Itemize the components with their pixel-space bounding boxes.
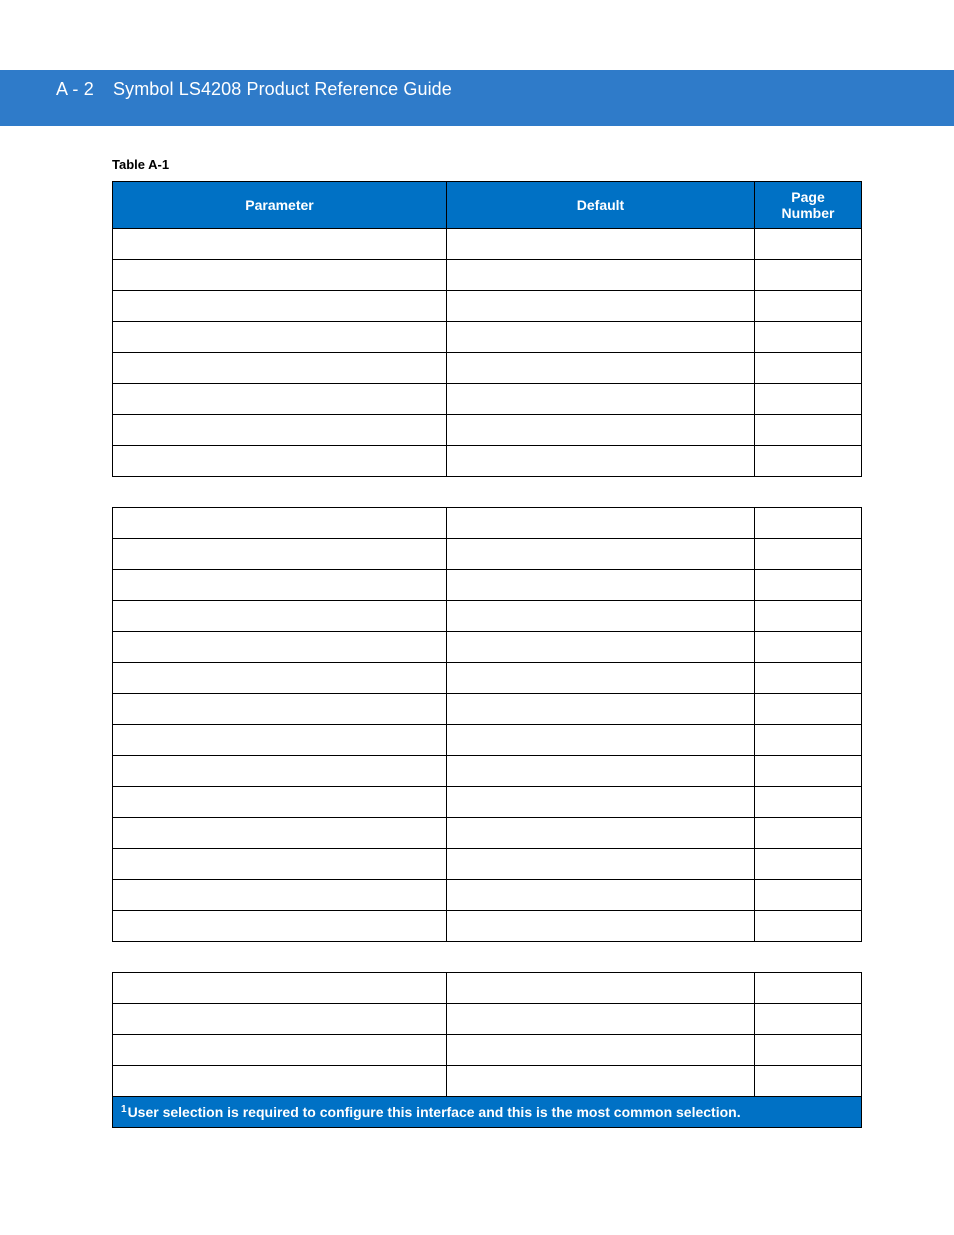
default-cell — [447, 539, 755, 570]
default-cell — [447, 601, 755, 632]
section-cell — [113, 477, 862, 508]
default-cell — [447, 849, 755, 880]
default-cell — [447, 973, 755, 1004]
table-row — [113, 446, 862, 477]
page-number-cell — [755, 353, 862, 384]
table-section-row — [113, 942, 862, 973]
column-header-default: Default — [447, 182, 755, 229]
default-cell — [447, 725, 755, 756]
page-number-cell — [755, 818, 862, 849]
table-row — [113, 787, 862, 818]
parameter-cell — [113, 1035, 447, 1066]
default-cell — [447, 229, 755, 260]
table-row — [113, 1066, 862, 1097]
parameter-cell — [113, 353, 447, 384]
page-number-cell — [755, 787, 862, 818]
default-cell — [447, 570, 755, 601]
parameter-cell — [113, 291, 447, 322]
table-row — [113, 663, 862, 694]
page-number-cell — [755, 229, 862, 260]
default-cell — [447, 353, 755, 384]
parameter-defaults-table — [112, 181, 862, 1128]
table-row — [113, 322, 862, 353]
parameter-cell — [113, 229, 447, 260]
table-row — [113, 601, 862, 632]
page-number-cell — [755, 1066, 862, 1097]
table-row — [113, 508, 862, 539]
table-row — [113, 539, 862, 570]
table-row — [113, 880, 862, 911]
table-row — [113, 632, 862, 663]
page-number: A - 2 — [56, 79, 95, 99]
default-cell — [447, 260, 755, 291]
table-row — [113, 1035, 862, 1066]
table-row — [113, 229, 862, 260]
parameter-cell — [113, 880, 447, 911]
guide-title: Symbol LS4208 Product Reference Guide — [113, 79, 452, 99]
parameter-cell — [113, 787, 447, 818]
table-header-row — [113, 182, 862, 229]
table-section-row — [113, 477, 862, 508]
parameter-cell — [113, 973, 447, 1004]
parameter-cell — [113, 508, 447, 539]
parameter-cell — [113, 322, 447, 353]
page-number-cell — [755, 663, 862, 694]
default-cell — [447, 663, 755, 694]
footnote-marker: 1 — [121, 1104, 127, 1115]
parameter-cell — [113, 849, 447, 880]
table-caption: Table A-1 — [112, 157, 170, 172]
page-number-cell — [755, 260, 862, 291]
parameter-cell — [113, 384, 447, 415]
table-row — [113, 756, 862, 787]
page-number-cell — [755, 849, 862, 880]
default-cell — [447, 291, 755, 322]
table-footnote — [113, 1097, 862, 1128]
table-row — [113, 291, 862, 322]
parameter-cell — [113, 756, 447, 787]
default-cell — [447, 415, 755, 446]
page-number-cell — [755, 508, 862, 539]
default-cell — [447, 756, 755, 787]
section-cell — [113, 942, 862, 973]
page-number-cell — [755, 880, 862, 911]
parameter-cell — [113, 632, 447, 663]
page-number-cell — [755, 1004, 862, 1035]
page-number-cell — [755, 725, 862, 756]
default-cell — [447, 694, 755, 725]
parameter-cell — [113, 694, 447, 725]
parameter-cell — [113, 446, 447, 477]
parameter-cell — [113, 539, 447, 570]
default-cell — [447, 322, 755, 353]
parameter-cell — [113, 663, 447, 694]
page-number-cell — [755, 570, 862, 601]
table-row — [113, 353, 862, 384]
parameter-cell — [113, 601, 447, 632]
parameter-cell — [113, 725, 447, 756]
table-row — [113, 725, 862, 756]
parameter-cell — [113, 415, 447, 446]
default-cell — [447, 787, 755, 818]
parameter-cell — [113, 260, 447, 291]
page-number-cell — [755, 291, 862, 322]
default-cell — [447, 446, 755, 477]
page-number-cell — [755, 756, 862, 787]
page-number-cell — [755, 632, 862, 663]
page-number-cell — [755, 694, 862, 725]
table-row — [113, 1004, 862, 1035]
default-cell — [447, 911, 755, 942]
page-number-cell — [755, 322, 862, 353]
parameter-cell — [113, 1004, 447, 1035]
default-cell — [447, 508, 755, 539]
table-row — [113, 818, 862, 849]
column-header-parameter: Parameter — [113, 182, 447, 229]
table-row — [113, 694, 862, 725]
table-row — [113, 911, 862, 942]
page-number-cell — [755, 911, 862, 942]
parameter-cell — [113, 570, 447, 601]
page-number-cell — [755, 539, 862, 570]
table-row — [113, 260, 862, 291]
default-cell — [447, 384, 755, 415]
default-cell — [447, 1004, 755, 1035]
parameter-cell — [113, 818, 447, 849]
page-number-cell — [755, 1035, 862, 1066]
default-cell — [447, 818, 755, 849]
table-footnote-row — [113, 1097, 862, 1128]
table-row — [113, 415, 862, 446]
table-row — [113, 384, 862, 415]
default-cell — [447, 880, 755, 911]
page-number-cell — [755, 415, 862, 446]
parameter-cell — [113, 911, 447, 942]
page-number-cell — [755, 384, 862, 415]
parameter-cell — [113, 1066, 447, 1097]
default-cell — [447, 1066, 755, 1097]
default-cell — [447, 1035, 755, 1066]
table-row — [113, 849, 862, 880]
table-body — [113, 229, 862, 1097]
default-cell — [447, 632, 755, 663]
page-number-cell — [755, 446, 862, 477]
page-number-cell — [755, 601, 862, 632]
page-number-cell — [755, 973, 862, 1004]
footnote-text: User selection is required to configure this interface and this is the most common selection. — [127, 1104, 741, 1120]
table-row — [113, 973, 862, 1004]
column-header-page-number: Page Number — [755, 182, 862, 229]
table-row — [113, 570, 862, 601]
